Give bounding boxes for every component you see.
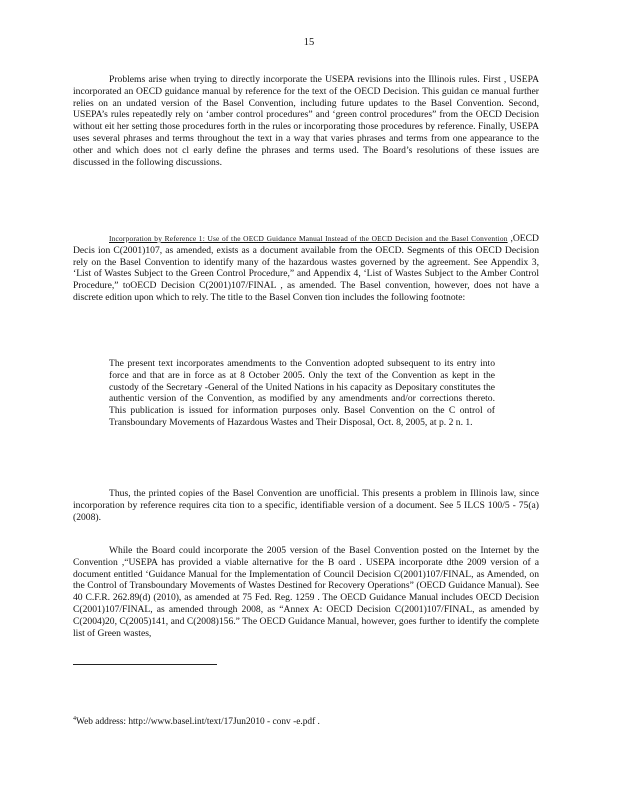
page-number: 15 (303, 37, 315, 48)
paragraph-unofficial: Thus, the printed copies of the Basel Convention are unofficial. This presents a problem in Illinois law, since incorporation by reference requires cita tion to a specific, identifiable version of a document. See 5 ILCS 100/5 - 75(a) (2008). (73, 488, 539, 523)
paragraph-guidance-manual: While the Board could incorporate the 2005 version of the Basel Convention posted on the Internet by the Convention ,“USEPA has provided a viable alternative for the B oard . USEPA incorporate dthe 2009 version of a document entitled ‘Guidance Manual for the Implementation of Council Decision C(2001)107/FINAL, as Amended, on the Control of Transboundary Movements of Wastes Destined for Recovery Operations” (OECD Guidance Manual). See 40 C.F.R. 262.89(d) (2010), as amended at 75 Fed. Reg. 1259 . The OECD Guidance Manual includes OECD Decision C(2001)107/FINAL, as amended through 2008, as “Annex A: OECD Decision C(2001)107/FINAL, as amended by C(2004)20, C(2005)141, and C(2008)156.” The OECD Guidance Manual, however, goes further to identify the complete list of Green wastes, (73, 545, 539, 639)
paragraph-incorporation-body: ,OECD Decis ion C(2001)107, as amended, exists as a document available from the OECD. Segments of this OECD Decision rely on the Basel Convention to identify many of the hazardous wastes governed by the agreement. See Appendix 3, ‘List of Wastes Subject to the Green Control Procedure,” and Appendix 4, ‘List of Wastes Subject to the Amber Control Procedure,” toOECD Decision C(2001)107/FINAL , as amended. The Basel convention, however, does not have a discrete edition upon which to rely. The title to the Basel Conven tion includes the following footnote: (73, 233, 539, 303)
footnote-marker: 4 (73, 716, 76, 722)
footnote-divider (73, 664, 217, 665)
footnote-text: Web address: http://www.basel.int/text/17Jun2010 - conv -e.pdf . (76, 717, 320, 728)
paragraph-problems: Problems arise when trying to directly incorporate the USEPA revisions into the Illinois rules. First , USEPA incorporated an OECD guidance manual by reference for the text of the OECD Decision. This guidan ce manual further relies on an undated version of the Basel Convention, including future updates to the Basel Convention. Second, USEPA’s rules repeatedly rely on ‘amber control procedures” and ‘green control procedures” from the OECD Decision without eit her setting those procedures forth in the rules or incorporating those procedures by reference. Finally, USEPA uses several phrases and terms throughout the text in a way that varies phrases and terms from one appearance to the other and which does not cl early define the phrases and terms used. The Board’s resolutions of these issues are discussed in the following discussions. (73, 74, 539, 168)
block-quote-footnote: The present text incorporates amendments to the Convention adopted subsequent to its entry into force and that are in force as at 8 October 2005. Only the text of the Convention as kept in the custody of the Secretary -General of the United Nations in his capacity as Depositary constitutes the authentic version of the Convention, as modified by any amendments and/or corrections thereto. This publication is issued for information purposes only. Basel Convention on the C ontrol of Transboundary Movements of Hazardous Wastes and Their Disposal, Oct. 8, 2005, at p. 2 n. 1. (109, 358, 495, 428)
footnote (73, 714, 533, 728)
paragraph-incorporation (73, 233, 539, 304)
section-heading: Incorporation by Reference 1: Use of the OECD Guidance Manual Instead of the OECD Decision and the Basel Convention (109, 234, 508, 243)
